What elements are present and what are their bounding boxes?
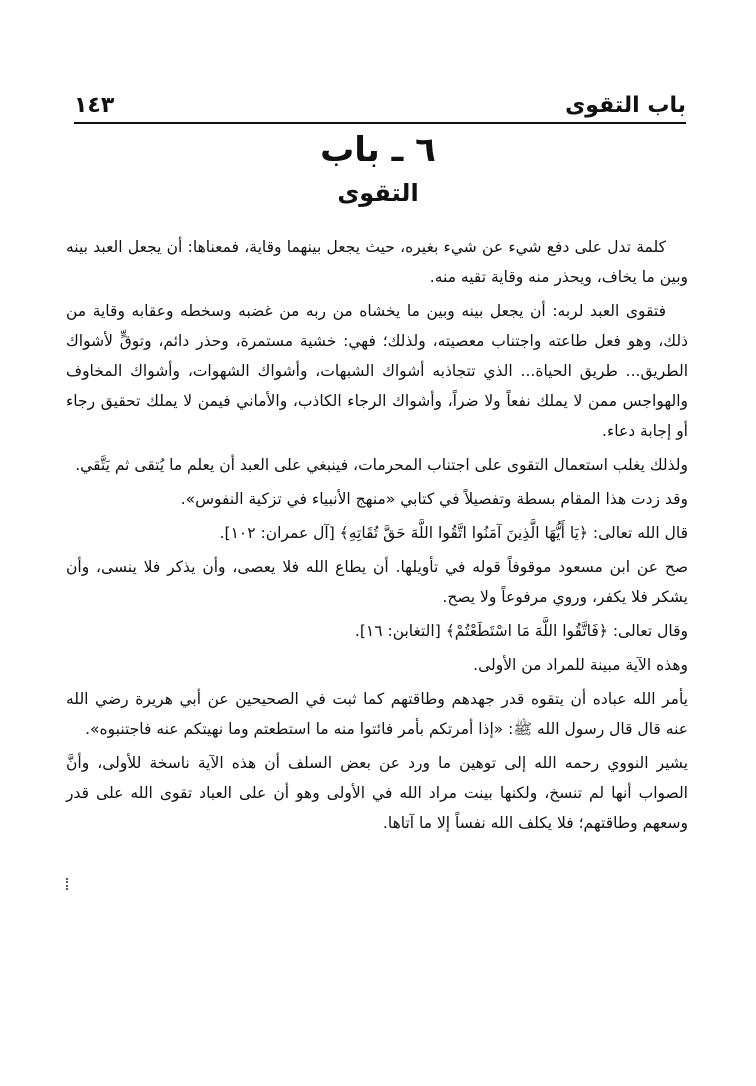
paragraph-verse-taghabun: وقال تعالى: ﴿فَاتَّقُوا اللَّهَ مَا اسْتَطَعْتُمْ﴾ [التغابن: ١٦].	[354, 622, 688, 640]
paragraph-verse-al-imran: قال الله تعالى: ﴿يَا أَيُّهَا الَّذِينَ آمَنُوا اتَّقُوا اللَّهَ حَقَّ تُقَاتِهِ﴾ [آل عمران: ١٠٢].	[219, 524, 688, 542]
paragraph-taqwa-meaning: فتقوى العبد لربه: أن يجعل بينه وبين ما يخشاه من ربه من غضبه وسخطه وعقابه وقاية من ذلك، وهو فعل طاعته واجتناب معصيته، ولذلك؛ فهي: خشية مستمرة، وحذر دائم، وتوقٍّ لأشواك الطريق... طريق الحياة... الذي تتجاذبه أشواك الشبهات، وأشواك الشهوات، وأشواك المخاوف والهواجس ممن لا يملك نفعاً ولا ضراً، وأشواك الرجاء الكاذب، والأماني فيمن لا يملك تحقيق رجاء أو إجابة دعاء.	[66, 302, 688, 440]
chapter-title: التقوى	[337, 179, 419, 207]
paragraph-avoidance: ولذلك يغلب استعمال التقوى على اجتناب المحرمات، فينبغي على العبد أن يعلم ما يُتقى ثم يَتَّقي.	[75, 456, 688, 474]
chapter-number: ٦ ـ باب	[320, 130, 436, 170]
page-number: ١٤٣	[74, 93, 115, 118]
header-rule	[74, 122, 686, 124]
paragraph-ibn-masud: صح عن ابن مسعود موقوفاً قوله في تأويلها. أن يطاع الله فلا يعصى، وأن يذكر فلا ينسى، وأن يشكر فلا يكفر، وروي مرفوعاً ولا يصح.	[66, 558, 688, 606]
running-title: باب التقوى	[565, 93, 686, 118]
paragraph-hadith: يأمر الله عباده أن يتقوه قدر جهدهم وطاقتهم كما ثبت في الصحيحين عن أبي هريرة رضي الله عنه قال قال رسول الله ﷺ: «إذا أمرتكم بأمر فائتوا منه ما استطعتم وما نهيتكم عنه فاجتنبوه».	[66, 690, 688, 738]
paragraph-clarification: وهذه الآية مبينة للمراد من الأولى.	[473, 656, 688, 674]
paragraph-nawawi: يشير النووي رحمه الله إلى توهين ما ورد عن بعض السلف أن هذه الآية ناسخة للأولى، وأنَّ الصواب أنها لم تنسخ، ولكنها بينت مراد الله في الأولى وهو أن على العباد تقوى الله على قدر وسعهم وطاقتهم؛ فلا يكلف الله نفساً إلا ما آتاها.	[66, 754, 688, 832]
running-head	[74, 82, 686, 118]
body-text	[66, 232, 688, 842]
paragraph-book-reference: وقد زدت هذا المقام بسطة وتفصيلاً في كتابي «منهج الأنبياء في تزكية النفوس».	[180, 490, 688, 508]
paragraph-definition: كلمة تدل على دفع شيء عن شيء بغيره، حيث يجعل بينهما وقاية، فمعناها: أن يجعل العبد بينه وبين ما يخاف، ويحذر منه وقاية تقيه منه.	[66, 238, 688, 286]
margin-dots	[66, 878, 70, 890]
